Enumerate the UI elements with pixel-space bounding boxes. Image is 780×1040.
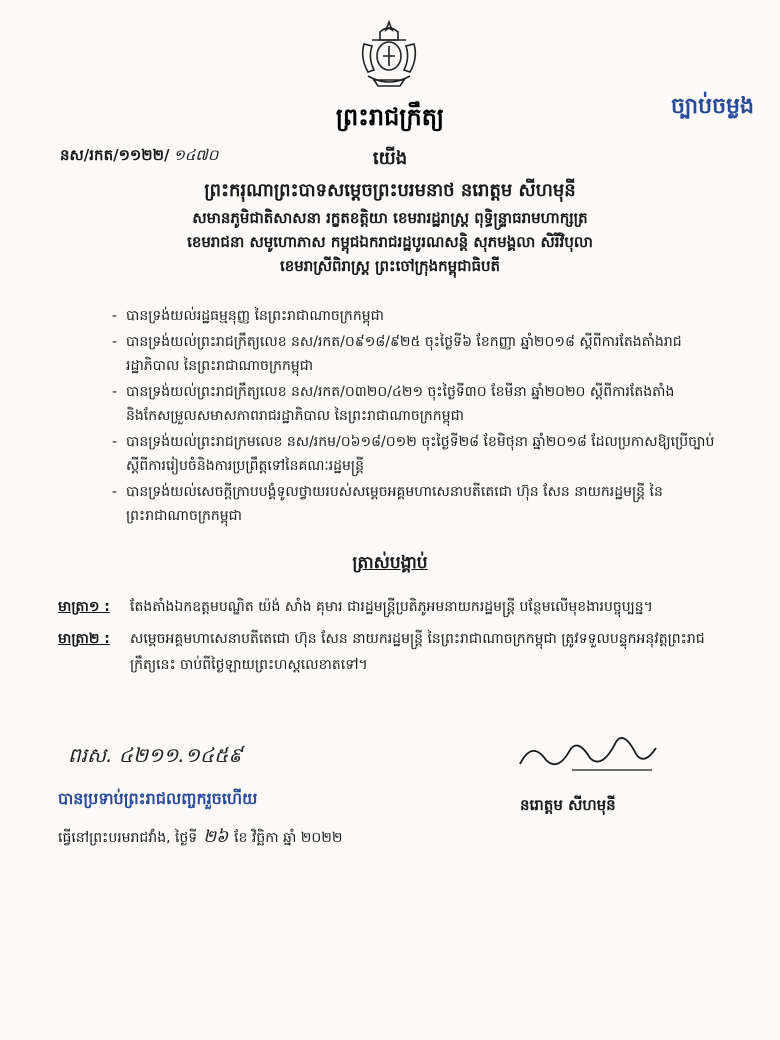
- article-text: តែងតាំងឯកឧត្តមបណ្ឌិត យ៉ង់ សាំង គុមារ ជារដ្ឋមន្ត្រីប្រតិភូអមនាយករដ្ឋមន្ត្រី បន្ថែមលើមុខងារបច្ចុប្បន្ន។: [130, 599, 653, 615]
- decree-title: ព្រះរាជក្រឹត្យ: [335, 103, 445, 131]
- place-date-prefix: ធ្វើនៅព្រះបរមរាជវាំង, ថ្ងៃទី: [58, 830, 198, 846]
- document-number-handwritten: ១៤៧០: [173, 146, 219, 164]
- king-title-line: ខេមរាស្រីពិរាស្ត្រ ព្រះចៅក្រុងកម្ពុជាធិបតី: [279, 257, 501, 275]
- preamble-item: - បានទ្រង់យល់ព្រះរាជក្រមលេខ នស/រកម/០៦១៨/០១២ ចុះថ្ងៃទី២៨ ខែមិថុនា ឆ្នាំ២០១៨ ដែលប្រកាសឱ្យប្រើច្បាប់ស្តីពីការរៀបចំនិងការប្រព្រឹត្តទៅនៃគណៈរដ្ឋមន្ត្រី: [112, 430, 727, 478]
- king-title-block: [40, 176, 740, 278]
- handwritten-reference: ពរស. ៤២១១.១៤៥៩: [68, 743, 243, 767]
- article-label: មាត្រា២ :: [58, 631, 110, 647]
- preamble-item: - បានទ្រង់យល់រដ្ឋធម្មនុញ្ញ នៃព្រះរាជាណាចក្រកម្ពុជា: [112, 304, 727, 328]
- handwritten-day: ២៦: [203, 827, 229, 847]
- article-label: មាត្រា១ :: [58, 599, 110, 615]
- signatory-name: នរោត្តម សីហមុនី: [520, 796, 616, 814]
- copy-stamp: ច្បាប់ចម្លង: [670, 94, 754, 119]
- place-and-date: [58, 826, 342, 851]
- article-text: សម្តេចអគ្គមហាសេនាបតីតេជោ ហ៊ុន សែន នាយករដ្ឋមន្ត្រី នៃព្រះរាជាណាចក្រកម្ពុជា ត្រូវទទួលបន្ទុកអនុវត្តព្រះរាជក្រឹត្យនេះ ចាប់ពីថ្ងៃឡាយព្រះហស្តលេខាតទៅ។: [130, 631, 705, 673]
- preamble-item: - បានទ្រង់យល់សេចក្តីក្រាបបង្គំទូលថ្វាយរបស់សម្តេចអគ្គមហាសេនាបតីតេជោ ហ៊ុន សែន នាយករដ្ឋមន្ត្រី នៃព្រះរាជាណាចក្រកម្ពុជា: [112, 480, 727, 528]
- place-date-suffix: ខែ វិច្ឆិកា ឆ្នាំ ២០២២: [234, 830, 343, 846]
- king-title-line: ខេមរាជនា សមូហោភាស កម្ពុជឯករាជរដ្ឋបូរណសន្តិ សុភមង្គលា សិរីវិបុលា: [187, 233, 593, 251]
- article-1: [58, 594, 728, 620]
- preamble-item: - បានទ្រង់យល់ព្រះរាជក្រឹត្យលេខ នស/រកត/០៩១៨/៩២៥ ចុះថ្ងៃទី៦ ខែកញ្ញា ឆ្នាំ២០១៨ ស្តីពីការតែងតាំងរាជរដ្ឋាភិបាល នៃព្រះរាជាណាចក្រកម្ពុជា: [112, 330, 727, 378]
- royal-coat-of-arms-icon: [354, 18, 424, 92]
- order-heading: ត្រាស់បង្គាប់: [352, 553, 428, 573]
- preamble-item: - បានទ្រង់យល់ព្រះរាជក្រឹត្យលេខ នស/រកត/០៣២០/៤២១ ចុះថ្ងៃទី៣០ ខែមីនា ឆ្នាំ២០២០ ស្តីពីការតែងតាំង និងកែសម្រួលសមាសភាពរាជរដ្ឋាភិបាល នៃព្រះរាជាណាចក្រកម្ពុជា: [112, 380, 727, 428]
- preamble-list: [112, 304, 727, 530]
- articles-list: [58, 594, 728, 684]
- article-2: [58, 626, 728, 678]
- document-number-prefix: នស/រកត/១១២២/: [60, 146, 170, 164]
- royal-seal-note: បានប្រទាប់ព្រះរាជលញ្ចករួចហើយ: [58, 789, 258, 808]
- king-title-line: សមានភូមិជាតិសាសនា រក្ខតខត្តិយា ខេមរារដ្ឋរាស្ត្រ ពុទ្ធិន្ទ្រាធរាមហាក្សត្រ: [192, 209, 588, 227]
- king-title-line: ព្រះករុណាព្រះបាទសម្តេចព្រះបរមនាថ នរោត្តម សីហមុនី: [204, 180, 576, 201]
- we-heading: យើង: [372, 148, 408, 169]
